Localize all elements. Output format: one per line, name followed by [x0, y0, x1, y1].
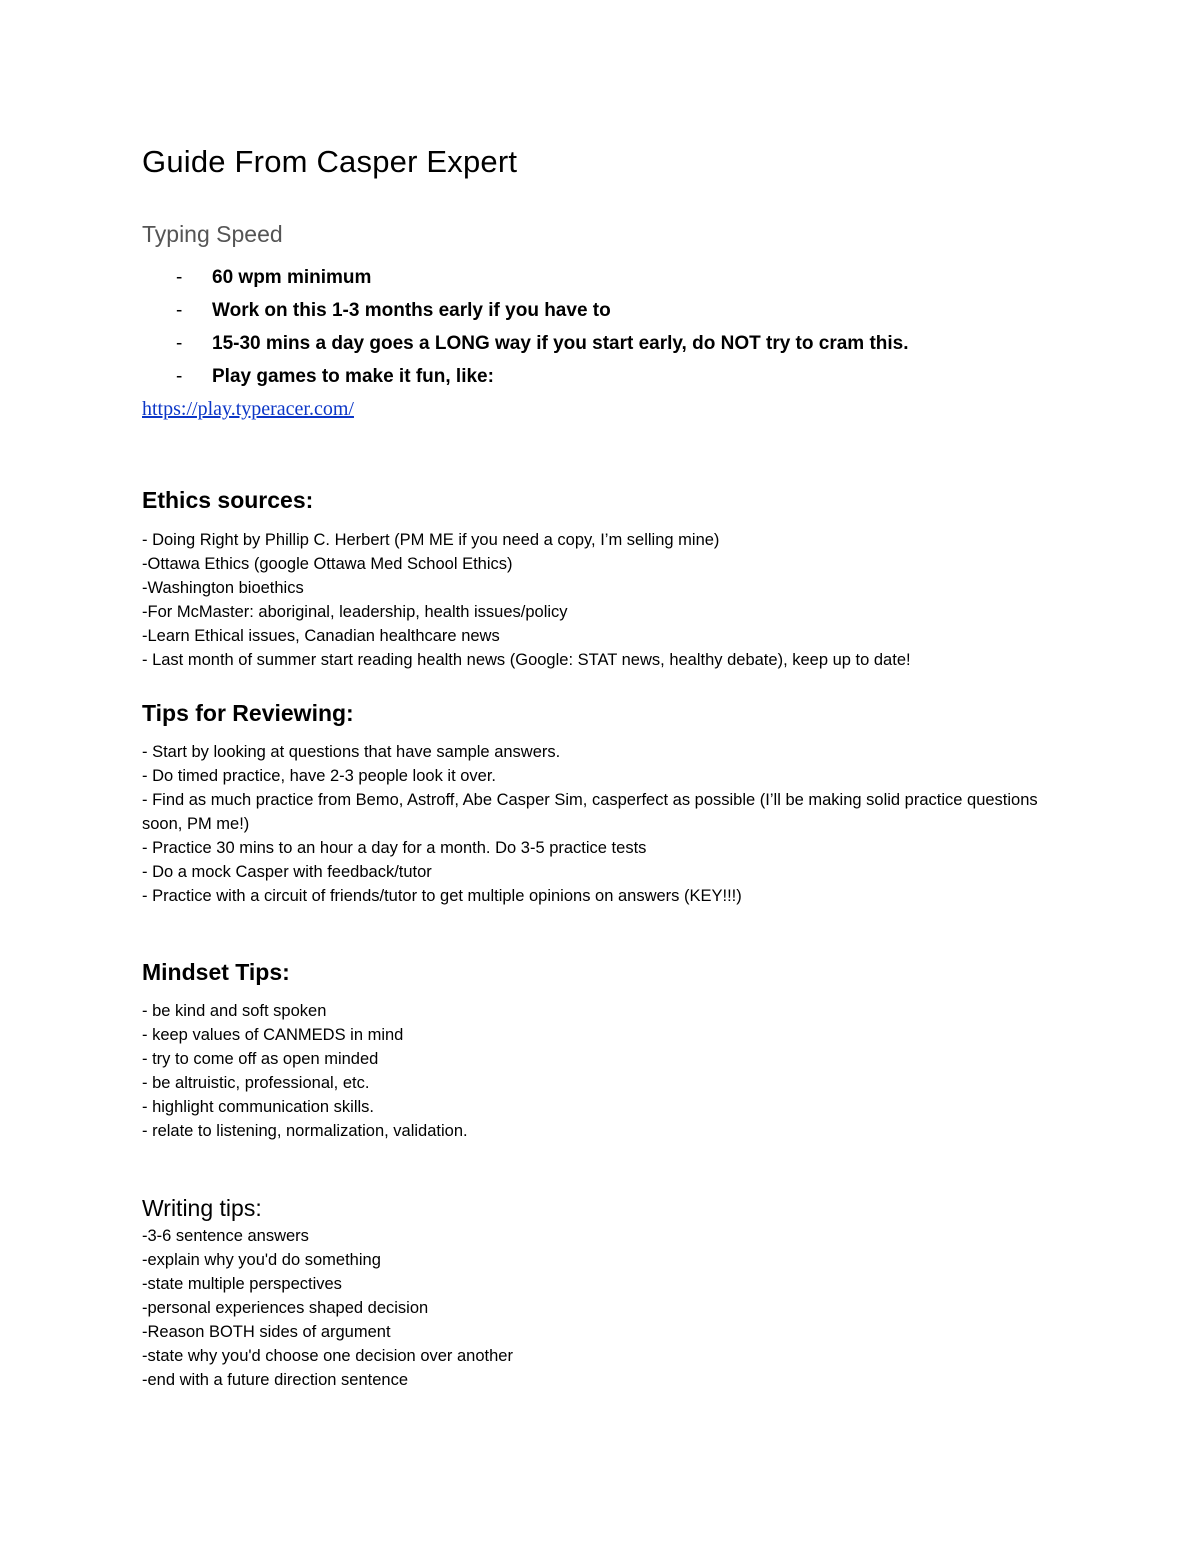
list-item: -Reason BOTH sides of argument: [142, 1323, 391, 1341]
dash-marker: -: [176, 366, 183, 387]
writing-tips-heading: Writing tips:: [142, 1195, 262, 1221]
writing-tips-list: [142, 1224, 1042, 1392]
list-item: -explain why you'd do something: [142, 1251, 381, 1269]
list-item: -end with a future direction sentence: [142, 1371, 408, 1389]
dash-marker: -: [176, 300, 183, 321]
mindset-tips-heading: Mindset Tips:: [142, 959, 290, 985]
list-item: -Learn Ethical issues, Canadian healthcare news: [142, 627, 500, 645]
list-item: - be altruistic, professional, etc.: [142, 1074, 370, 1092]
list-item: [176, 299, 909, 332]
mindset-tips-list: [142, 999, 1042, 1143]
list-item: - keep values of CANMEDS in mind: [142, 1026, 404, 1044]
list-item: -state why you'd choose one decision over another: [142, 1347, 513, 1365]
list-item: -Ottawa Ethics (google Ottawa Med School Ethics): [142, 555, 513, 573]
list-item-text: 60 wpm minimum: [212, 267, 372, 288]
list-item: - relate to listening, normalization, validation.: [142, 1122, 468, 1140]
list-item-text: Work on this 1-3 months early if you have to: [212, 300, 611, 321]
list-item: - Practice 30 mins to an hour a day for a month. Do 3-5 practice tests: [142, 839, 647, 857]
list-item: -state multiple perspectives: [142, 1275, 342, 1293]
list-item: -3-6 sentence answers: [142, 1227, 309, 1245]
list-item: - highlight communication skills.: [142, 1098, 375, 1116]
typing-speed-list: [176, 266, 909, 398]
list-item: - Doing Right by Phillip C. Herbert (PM ME if you need a copy, I’m selling mine): [142, 531, 720, 549]
list-item: -For McMaster: aboriginal, leadership, health issues/policy: [142, 603, 568, 621]
list-item: - Do timed practice, have 2-3 people look it over.: [142, 767, 497, 785]
dash-marker: -: [176, 267, 183, 288]
ethics-sources-heading: Ethics sources:: [142, 487, 314, 513]
typing-speed-heading: Typing Speed: [142, 221, 283, 247]
list-item: - Last month of summer start reading health news (Google: STAT news, healthy debate), keep up to date!: [142, 651, 911, 669]
list-item: - try to come off as open minded: [142, 1050, 379, 1068]
list-item: - Practice with a circuit of friends/tutor to get multiple opinions on answers (KEY!!!): [142, 887, 742, 905]
list-item: -personal experiences shaped decision: [142, 1299, 429, 1317]
tips-reviewing-heading: Tips for Reviewing:: [142, 700, 354, 726]
list-item-text: 15-30 mins a day goes a LONG way if you start early, do NOT try to cram this.: [212, 333, 909, 354]
list-item-text: Play games to make it fun, like:: [212, 366, 494, 387]
document-title: Guide From Casper Expert: [142, 144, 518, 179]
list-item: - Start by looking at questions that have sample answers.: [142, 743, 561, 761]
ethics-sources-list: [142, 528, 1042, 672]
list-item: - Find as much practice from Bemo, Astroff, Abe Casper Sim, casperfect as possible (I’ll be making solid practice questions soon, PM me!): [142, 791, 1038, 833]
list-item: -Washington bioethics: [142, 579, 304, 597]
dash-marker: -: [176, 333, 183, 354]
list-item: - be kind and soft spoken: [142, 1002, 327, 1020]
list-item: [176, 365, 909, 398]
list-item: - Do a mock Casper with feedback/tutor: [142, 863, 432, 881]
list-item: [176, 266, 909, 299]
list-item: [176, 332, 909, 365]
typeracer-link[interactable]: https://play.typeracer.com/: [142, 398, 354, 420]
tips-reviewing-list: [142, 740, 1042, 908]
